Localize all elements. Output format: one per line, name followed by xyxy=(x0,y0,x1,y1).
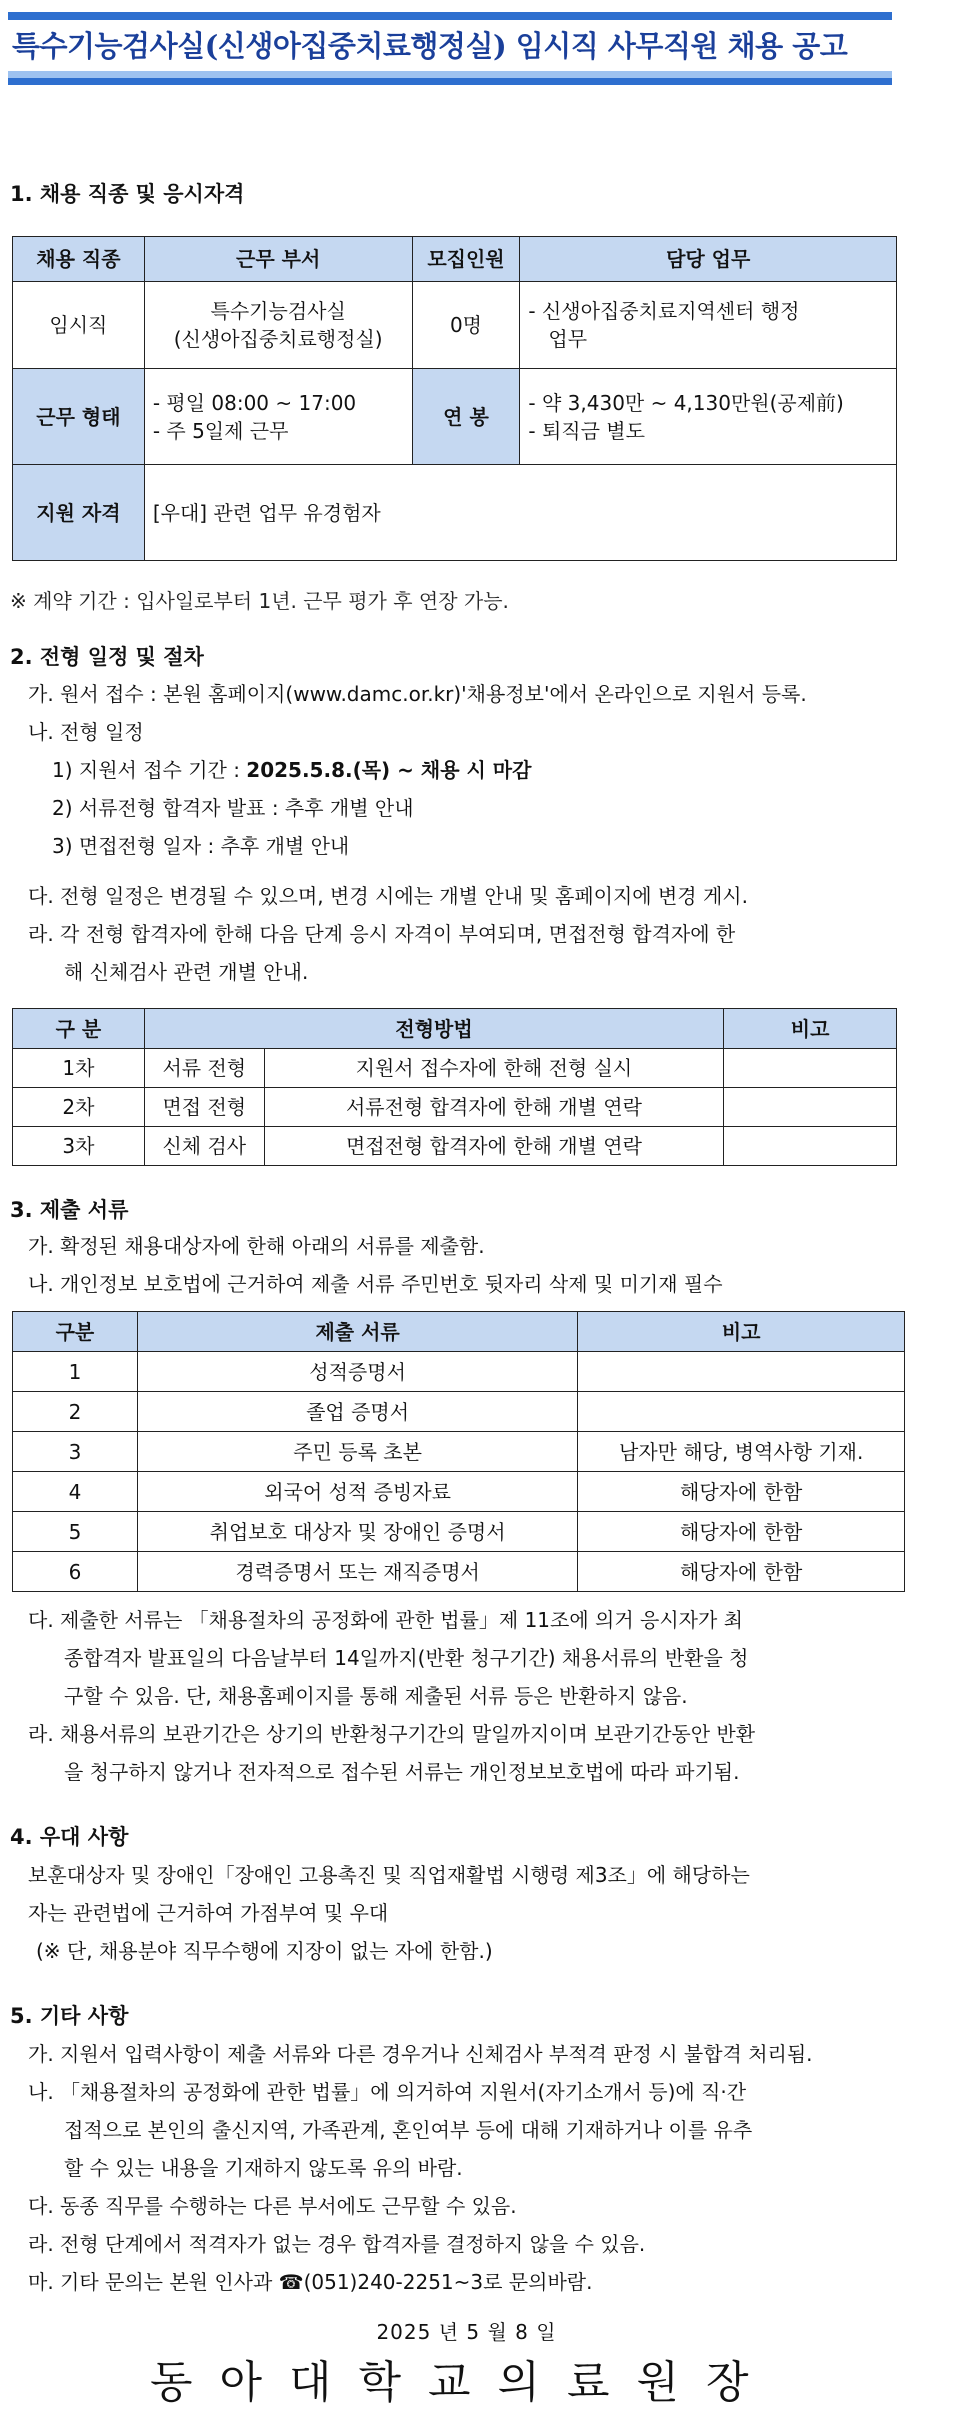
method-cell: 면접 전형 xyxy=(144,1088,264,1127)
header-count: 모집인원 xyxy=(412,237,520,282)
remark-cell: 해당자에 한함 xyxy=(578,1512,905,1552)
sec5-item-d: 라. 전형 단계에서 적격자가 없는 경우 합격자를 결정하지 않을 수 있음. xyxy=(28,2232,646,2256)
header-stage: 구 분 xyxy=(13,1009,145,1049)
doc-cell: 경력증명서 또는 재직증명서 xyxy=(137,1552,577,1592)
sec2-item-c: 다. 전형 일정은 변경될 수 있으며, 변경 시에는 개별 안내 및 홈페이지에 변경 게시. xyxy=(28,884,748,908)
work-type-value xyxy=(144,369,412,465)
job-type-value: 임시직 xyxy=(13,282,145,369)
no-cell: 5 xyxy=(13,1512,138,1552)
sec2-item-a: 가. 원서 접수 : 본원 홈페이지(www.damc.or.kr)'채용정보'에서 온라인으로 지원서 등록. xyxy=(28,682,807,706)
table-row xyxy=(13,1472,905,1512)
table-row xyxy=(13,1088,897,1127)
no-cell: 6 xyxy=(13,1552,138,1592)
header-duty: 담당 업무 xyxy=(520,237,897,282)
table-row xyxy=(13,1049,897,1088)
header-no: 구분 xyxy=(13,1312,138,1352)
sec5-item-a: 가. 지원서 입력사항이 제출 서류와 다른 경우거나 신체검사 부적격 판정 시 불합격 처리됨. xyxy=(28,2042,813,2066)
table-row xyxy=(13,1512,905,1552)
no-cell: 4 xyxy=(13,1472,138,1512)
salary-value xyxy=(520,369,897,465)
duty-value xyxy=(520,282,897,369)
header-department: 근무 부서 xyxy=(144,237,412,282)
stage-cell: 2차 xyxy=(13,1088,145,1127)
sec5-item-b-line3: 할 수 있는 내용을 기재하지 않도록 유의 바람. xyxy=(64,2156,463,2180)
no-cell: 1 xyxy=(13,1352,138,1392)
header-method: 전형방법 xyxy=(144,1009,723,1049)
section-1-heading: 1. 채용 직종 및 응시자격 xyxy=(10,182,245,206)
stage-cell: 1차 xyxy=(13,1049,145,1088)
doc-cell: 주민 등록 초본 xyxy=(137,1432,577,1472)
sec3-item-b: 나. 개인정보 보호법에 근거하여 제출 서류 주민번호 뒷자리 삭제 및 미기재 필수 xyxy=(28,1272,723,1296)
section-2-heading: 2. 전형 일정 및 절차 xyxy=(10,645,204,669)
sec3-item-c-line2: 종합격자 발표일의 다음날부터 14일까지(반환 청구기간) 채용서류의 반환을 청 xyxy=(64,1646,749,1670)
remark-cell: 해당자에 한함 xyxy=(578,1552,905,1592)
notice-date: 2025 년 5 월 8 일 xyxy=(376,2320,557,2344)
sec3-item-d-line2: 을 청구하지 않거나 전자적으로 접수된 서류는 개인정보보호법에 따라 파기됨. xyxy=(64,1760,740,1784)
sec3-item-d-line1: 라. 채용서류의 보관기간은 상기의 반환청구기간의 말일까지이며 보관기간동안 반환 xyxy=(28,1722,756,1746)
sec2-item-b3: 3) 면접전형 일자 : 추후 개별 안내 xyxy=(52,834,350,858)
desc-cell: 서류전형 합격자에 한해 개별 연락 xyxy=(264,1088,723,1127)
stage-cell: 3차 xyxy=(13,1127,145,1166)
note-cell xyxy=(724,1049,897,1088)
no-cell: 2 xyxy=(13,1392,138,1432)
doc-cell: 성적증명서 xyxy=(137,1352,577,1392)
title-bottom-bar xyxy=(8,71,892,85)
header-job-type: 채용 직종 xyxy=(13,237,145,282)
section-5-heading: 5. 기타 사항 xyxy=(10,2004,129,2028)
b1-prefix: 1) 지원서 접수 기간 : xyxy=(52,758,247,782)
sec5-item-b-line2: 접적으로 본인의 출신지역, 가족관계, 혼인여부 등에 대해 기재하거나 이를 유추 xyxy=(64,2118,753,2142)
issuer-signature: 동아대학교의료원장 xyxy=(150,2357,776,2408)
b1-value: 2025.5.8.(목) ~ 채용 시 마감 xyxy=(246,758,532,782)
sec5-item-e: 마. 기타 문의는 본원 인사과 ☎(051)240-2251~3로 문의바람. xyxy=(28,2270,593,2294)
sec2-item-d-line1: 라. 각 전형 합격자에 한해 다음 단계 응시 자격이 부여되며, 면접전형 합격자에 한 xyxy=(28,922,736,946)
sec2-item-b1 xyxy=(52,756,531,784)
sec5-item-b-line1: 나. 「채용절차의 공정화에 관한 법률」에 의거하여 지원서(자기소개서 등)에 직·간 xyxy=(28,2080,747,2104)
page-title: 특수기능검사실(신생아집중치료행정실) 임시직 사무직원 채용 공고 xyxy=(12,29,848,63)
selection-table xyxy=(12,1008,897,1166)
doc-cell: 외국어 성적 증빙자료 xyxy=(137,1472,577,1512)
title-banner xyxy=(8,12,892,85)
table-row xyxy=(13,1432,905,1472)
desc-cell: 지원서 접수자에 한해 전형 실시 xyxy=(264,1049,723,1088)
department-line: 특수기능검사실 xyxy=(210,299,346,323)
table-row xyxy=(13,1552,905,1592)
doc-cell: 졸업 증명서 xyxy=(137,1392,577,1432)
duty-line: 업무 xyxy=(548,327,588,351)
duty-line: - 신생아집중치료지역센터 행정 xyxy=(528,299,800,323)
work-line: - 평일 08:00 ~ 17:00 xyxy=(152,390,357,415)
table-row xyxy=(13,1392,905,1432)
sec2-item-d-line2: 해 신체검사 관련 개별 안내. xyxy=(64,960,309,984)
documents-table xyxy=(12,1311,905,1592)
qualification-label: 지원 자격 xyxy=(13,465,145,561)
work-type-label: 근무 형태 xyxy=(13,369,145,465)
sec2-item-b2: 2) 서류전형 합격자 발표 : 추후 개별 안내 xyxy=(52,796,414,820)
sec2-item-b: 나. 전형 일정 xyxy=(28,720,144,744)
table-row xyxy=(13,1127,897,1166)
sec4-line1: 보훈대상자 및 장애인「장애인 고용촉진 및 직업재활법 시행령 제3조」에 해당하는 xyxy=(28,1863,750,1887)
header-note: 비고 xyxy=(724,1009,897,1049)
header-document: 제출 서류 xyxy=(137,1312,577,1352)
sec4-line2: 자는 관련법에 근거하여 가점부여 및 우대 xyxy=(28,1901,389,1925)
salary-line: - 약 3,430만 ~ 4,130만원(공제前) xyxy=(528,390,844,415)
job-table xyxy=(12,236,897,561)
method-cell: 신체 검사 xyxy=(144,1127,264,1166)
remark-cell: 해당자에 한함 xyxy=(578,1472,905,1512)
count-value: 0명 xyxy=(412,282,520,369)
desc-cell: 면접전형 합격자에 한해 개별 연락 xyxy=(264,1127,723,1166)
header-remark: 비고 xyxy=(578,1312,905,1352)
method-cell: 서류 전형 xyxy=(144,1049,264,1088)
remark-cell xyxy=(578,1392,905,1432)
sec3-item-c-line1: 다. 제출한 서류는 「채용절차의 공정화에 관한 법률」제 11조에 의거 응시자가 최 xyxy=(28,1608,743,1632)
department-value xyxy=(144,282,412,369)
sec5-item-c: 다. 동종 직무를 수행하는 다른 부서에도 근무할 수 있음. xyxy=(28,2194,517,2218)
doc-cell: 취업보호 대상자 및 장애인 증명서 xyxy=(137,1512,577,1552)
salary-label: 연 봉 xyxy=(412,369,520,465)
section-3-heading: 3. 제출 서류 xyxy=(10,1198,129,1222)
qualification-value: [우대] 관련 업무 유경험자 xyxy=(144,465,896,561)
work-line: - 주 5일제 근무 xyxy=(152,418,289,443)
note-cell xyxy=(724,1127,897,1166)
remark-cell: 남자만 해당, 병역사항 기재. xyxy=(578,1432,905,1472)
remark-cell xyxy=(578,1352,905,1392)
salary-line: - 퇴직금 별도 xyxy=(528,418,645,443)
note-cell xyxy=(724,1088,897,1127)
department-line: (신생아집중치료행정실) xyxy=(173,327,383,351)
title-top-bar xyxy=(8,12,892,20)
sec3-item-a: 가. 확정된 채용대상자에 한해 아래의 서류를 제출함. xyxy=(28,1234,485,1258)
contract-note: ※ 계약 기간 : 입사일로부터 1년. 근무 평가 후 연장 가능. xyxy=(10,589,509,613)
table-row xyxy=(13,1352,905,1392)
section-4-heading: 4. 우대 사항 xyxy=(10,1825,129,1849)
no-cell: 3 xyxy=(13,1432,138,1472)
sec4-line3: (※ 단, 채용분야 직무수행에 지장이 없는 자에 한함.) xyxy=(36,1939,493,1963)
sec3-item-c-line3: 구할 수 있음. 단, 채용홈페이지를 통해 제출된 서류 등은 반환하지 않음. xyxy=(64,1684,688,1708)
